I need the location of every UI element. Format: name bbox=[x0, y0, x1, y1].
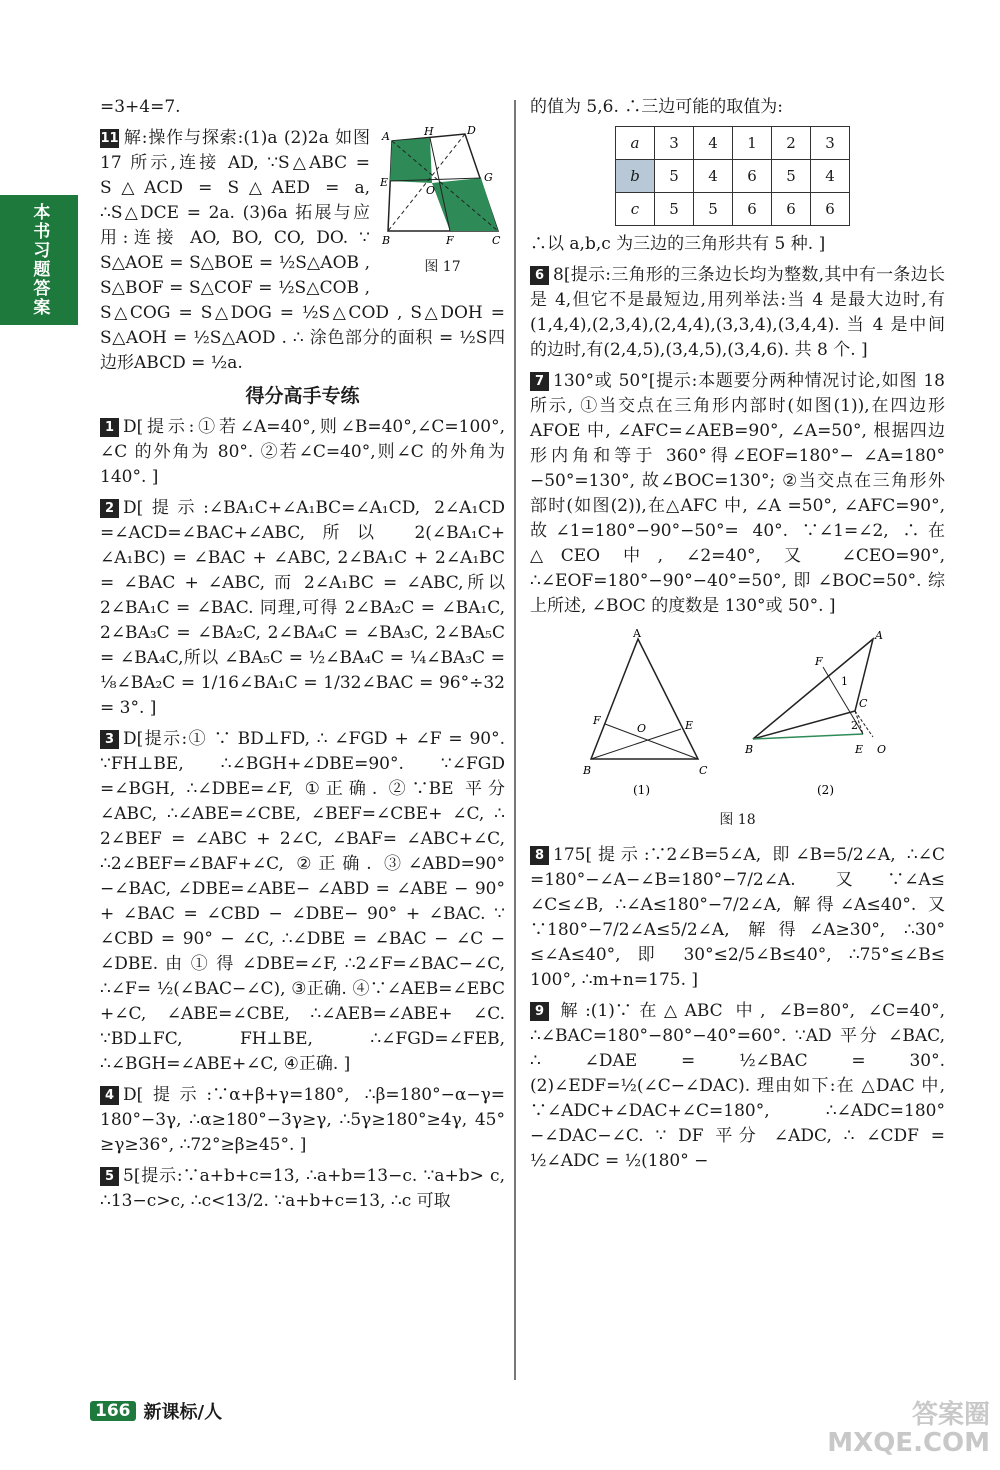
fig17-label-D: D bbox=[467, 126, 476, 137]
fig18a-label-A: A bbox=[632, 629, 641, 640]
figure-17-caption: 图 17 bbox=[424, 259, 461, 275]
question-2-text: D[提示:∠BA₁C+∠A₁BC=∠A₁CD, 2∠A₁CD =∠ACD=∠BAC+∠ABC,所以 2(∠BA₁C+ ∠A₁BC) = ∠BAC + ∠ABC, 2∠BA₁C + 2∠A₁BC = ∠BAC + ∠ABC, 而 2∠A₁BC = ∠ABC,所以 2∠BA₁C = ∠BAC. 同理,可得 2∠BA₂C = ∠BA₁C, 2∠BA₃C = ∠BA₂C, 2∠BA₄C = ∠BA₃C, 2∠BA₅C = ∠BA₄C,所以 ∠BA₅C = ½∠BA₄C = ¼∠BA₃C = ⅛∠BA₂C = 1/16∠BA₁C = 1/32∠BAC = 96°÷32 = 3°. ] bbox=[100, 498, 505, 718]
table-cell: 4 bbox=[694, 160, 733, 193]
question-5-text: 5[提示:∵a+b+c=13, ∴a+b=13−c. ∵a+b> c, ∴13−c>c, ∴c<13/2. ∵a+b+c=13, ∴c 可取 bbox=[100, 1166, 505, 1211]
table-cell: 1 bbox=[733, 127, 772, 160]
question-2 bbox=[100, 496, 505, 721]
watermark-line-1: 答案圈 bbox=[911, 1399, 990, 1430]
right-after-table-text: ∴以 a,b,c 为三边的三角形共有 5 种. ] bbox=[530, 234, 826, 254]
table-cell: 2 bbox=[772, 127, 811, 160]
fig18a-sublabel: (1) bbox=[632, 783, 650, 797]
table-cell: 3 bbox=[811, 127, 850, 160]
left-column bbox=[100, 95, 505, 1220]
fig18b-label-F: F bbox=[814, 655, 823, 668]
right-column bbox=[530, 95, 945, 1180]
table-row-label: a bbox=[616, 127, 655, 160]
question-9 bbox=[530, 999, 945, 1174]
side-tab-line-2: 习题 bbox=[29, 241, 50, 279]
question-9-text: 解:(1)∵在△ABC 中, ∠B=80°, ∠C=40°, ∴∠BAC=180°−80°−40°=60°. ∵AD 平分 ∠BAC, ∴ ∠DAE = ½∠BAC = 30°. (2)∠EDF=½(∠C−∠DAC). 理由如下:在 △DAC 中, ∵∠ADC+∠DAC+∠C=180°, ∴∠ADC=180°−∠DAC−∠C. ∵ DF 平分 ∠ADC, ∴ ∠CDF = ½∠ADC = ½(180° − bbox=[530, 1001, 945, 1171]
values-table bbox=[615, 126, 850, 226]
question-7-number: 7 bbox=[530, 372, 549, 391]
table-row bbox=[616, 193, 850, 226]
side-tab-line-3: 答案 bbox=[29, 279, 50, 317]
table-cell: 5 bbox=[694, 193, 733, 226]
left-top-text: =3+4=7. bbox=[100, 97, 181, 117]
question-8-text: 175[提示:∵2∠B=5∠A, 即∠B=5/2∠A, ∴∠C =180°−∠A−∠B=180°−7/2∠A. 又∵∠A≤ ∠C≤∠B, ∴∠A≤180°−7/2∠A, 解得∠A≤40°. 又∵180°−7/2∠A≤5/2∠A, 解得∠A≥30°, ∴30° ≤∠A≤40°, 即 30°≤2/5∠B≤40°, ∴75°≤∠B≤ 100°, ∴m+n=175. ] bbox=[530, 845, 945, 990]
question-8-number: 8 bbox=[530, 846, 549, 865]
column-divider bbox=[514, 100, 516, 1380]
question-1-text: D[提示:①若∠A=40°,则∠B=40°,∠C=100°, ∠C 的外角为 80°. ②若∠C=40°,则∠C 的外角为 140°. ] bbox=[100, 417, 505, 487]
fig17-label-O: O bbox=[426, 184, 436, 197]
fig18b-sublabel: (2) bbox=[816, 783, 834, 797]
question-3-number: 3 bbox=[100, 730, 119, 749]
table-cell: 6 bbox=[772, 193, 811, 226]
table-row bbox=[616, 160, 850, 193]
table-cell: 6 bbox=[733, 193, 772, 226]
footer-edition: 新课标/人 bbox=[143, 1402, 223, 1423]
question-5 bbox=[100, 1164, 505, 1214]
table-row-label: b bbox=[616, 160, 655, 193]
question-1-number: 1 bbox=[100, 418, 119, 437]
fig18b-label-E: E bbox=[854, 743, 863, 756]
table-cell: 4 bbox=[811, 160, 850, 193]
side-tab bbox=[0, 195, 78, 325]
fig17-label-G: G bbox=[484, 171, 493, 184]
section-title: 得分高手专练 bbox=[245, 385, 360, 407]
question-2-number: 2 bbox=[100, 499, 119, 518]
question-11-text: 解:操作与探索:(1)a (2)2a 如图 17 所示,连接 AD, ∵S△ABC = S△ACD = S△AED = a, ∴S△DCE = 2a. (3)6a 拓展与应用:连接 AO, BO, CO, DO. ∵ S△AOE = S△BOE = ½S△AOB , S△BOF = S△COF = ½S△COB , S△COG = S△DOG = ½S△COD , S△DOH = S△AOH = ½S△AOD . ∴ 涂色部分的面积 = ½S四边形ABCD = ½a. bbox=[100, 128, 505, 373]
question-1 bbox=[100, 415, 505, 490]
side-tab-line-1: 本书 bbox=[29, 203, 50, 241]
fig18b-label-1: 1 bbox=[840, 675, 848, 688]
question-6 bbox=[530, 263, 945, 363]
right-top-text: 的值为 5,6. ∴三边可能的取值为: bbox=[530, 97, 783, 117]
fig18a-label-F: F bbox=[592, 714, 601, 727]
fig17-label-H: H bbox=[424, 126, 434, 138]
table-cell: 3 bbox=[655, 127, 694, 160]
figure-17-svg bbox=[380, 126, 505, 246]
table-cell: 5 bbox=[655, 193, 694, 226]
page-number: 166 bbox=[90, 1401, 136, 1421]
table-cell: 6 bbox=[811, 193, 850, 226]
table-cell: 5 bbox=[772, 160, 811, 193]
question-3 bbox=[100, 727, 505, 1077]
question-3-text: D[提示:① ∵ BD⊥FD, ∴ ∠FGD + ∠F = 90°. ∵FH⊥BE, ∴∠BGH+∠DBE=90°. ∵∠FGD =∠BGH, ∴∠DBE=∠F, ①正确. ②∵BE 平分 ∠ABC, ∴∠ABE=∠CBE, ∠BEF=∠CBE+ ∠C, ∴ 2∠BEF = ∠ABC + 2∠C, ∠BAF= ∠ABC+∠C, ∴2∠BEF=∠BAF+∠C, ②正确. ③∠ABD=90°−∠BAC, ∠DBE=∠ABE− ∠ABD = ∠ABE − 90° + ∠BAC = ∠CBD − ∠DBE− 90° + ∠BAC. ∵ ∠CBD = 90° − ∠C, ∴∠DBE = ∠BAC − ∠C − ∠DBE. 由 ① 得 ∠DBE=∠F, ∴2∠F=∠BAC−∠C, ∴∠F= ½(∠BAC−∠C), ③正确. ④∵∠AEB=∠EBC +∠C, ∠ABE=∠CBE, ∴∠AEB=∠ABE+ ∠C. ∵BD⊥FC, FH⊥BE, ∴∠FGD=∠FEB, ∴∠BGH=∠ABE+∠C, ④正确. ] bbox=[100, 729, 505, 1074]
fig18a-label-E: E bbox=[684, 719, 693, 732]
table-row-label: c bbox=[616, 193, 655, 226]
question-4-text: D[提示:∵α+β+γ=180°, ∴β=180°−α−γ= 180°−3γ, ∴α≥180°−3γ≥γ, ∴5γ≥180°≥4γ, 45° ≥γ≥36°, ∴72°≥β≥45°. ] bbox=[100, 1085, 505, 1155]
figure-18-diagram-1 bbox=[582, 629, 708, 797]
question-5-number: 5 bbox=[100, 1167, 119, 1186]
table-cell: 5 bbox=[655, 160, 694, 193]
question-6-number: 6 bbox=[530, 266, 549, 285]
watermark-line-2: MXQE.COM bbox=[827, 1428, 990, 1459]
question-11 bbox=[100, 126, 505, 376]
question-9-number: 9 bbox=[530, 1002, 549, 1021]
figure-18-caption: 图 18 bbox=[719, 812, 756, 828]
table-cell: 6 bbox=[733, 160, 772, 193]
fig17-label-E: E bbox=[380, 176, 389, 189]
question-6-text: 8[提示:三角形的三条边长均为整数,其中有一条边长是 4,但它不是最短边,用列举法:当 4 是最大边时,有(1,4,4),(2,3,4),(2,4,4),(3,3,4),(3,4,4). 当 4 是中间的边时,有(2,4,5),(3,4,5),(3,4,6). 共 8 个. ] bbox=[530, 265, 945, 360]
question-11-number: 11 bbox=[100, 131, 119, 146]
fig18b-label-O: O bbox=[876, 743, 886, 756]
fig18b-label-2: 2 bbox=[850, 719, 858, 732]
watermark bbox=[827, 1401, 990, 1458]
table-cell: 4 bbox=[694, 127, 733, 160]
fig18a-label-O: O bbox=[636, 722, 646, 735]
fig18a-label-B: B bbox=[582, 764, 591, 777]
question-7 bbox=[530, 369, 945, 619]
fig17-label-B: B bbox=[382, 234, 391, 246]
fig17-label-C: C bbox=[492, 234, 501, 246]
figure-18-diagram-2 bbox=[744, 629, 886, 797]
fig17-label-F: F bbox=[446, 234, 454, 246]
figure-18 bbox=[530, 629, 945, 833]
fig18b-label-C: C bbox=[858, 697, 867, 710]
fig18b-label-A: A bbox=[874, 629, 883, 642]
question-8 bbox=[530, 843, 945, 993]
table-row bbox=[616, 127, 850, 160]
page-footer bbox=[90, 1398, 222, 1424]
question-4 bbox=[100, 1083, 505, 1158]
fig18b-label-B: B bbox=[744, 743, 753, 756]
fig18a-label-C: C bbox=[698, 764, 707, 777]
figure-18-svg bbox=[573, 629, 903, 799]
figure-17 bbox=[380, 126, 505, 280]
question-7-text: 130°或 50°[提示:本题要分两种情况讨论,如图 18 所示, ①当交点在三角形内部时(如图(1)),在四边形 AFOE 中, ∠AFC=∠AEB=90°, ∠A=50°, 根据四边形内角和等于 360°得∠EOF=180°− ∠A=180°−50°=130°, 故∠BOC=130°; ②当交点在三角形外部时(如图(2)),在△AFC 中, ∠A =50°, ∠AFC=90°, 故∠1=180°−90°−50°= 40°. ∵∠1=∠2, ∴在△CEO 中, ∠2=40°, 又 ∠CEO=90°, ∴∠EOF=180°−90°−40°=50°, 即 ∠BOC=50°. 综上所述, ∠BOC 的度数是 130°或 50°. ] bbox=[530, 371, 945, 616]
fig17-label-A: A bbox=[382, 130, 390, 143]
question-4-number: 4 bbox=[100, 1086, 119, 1105]
